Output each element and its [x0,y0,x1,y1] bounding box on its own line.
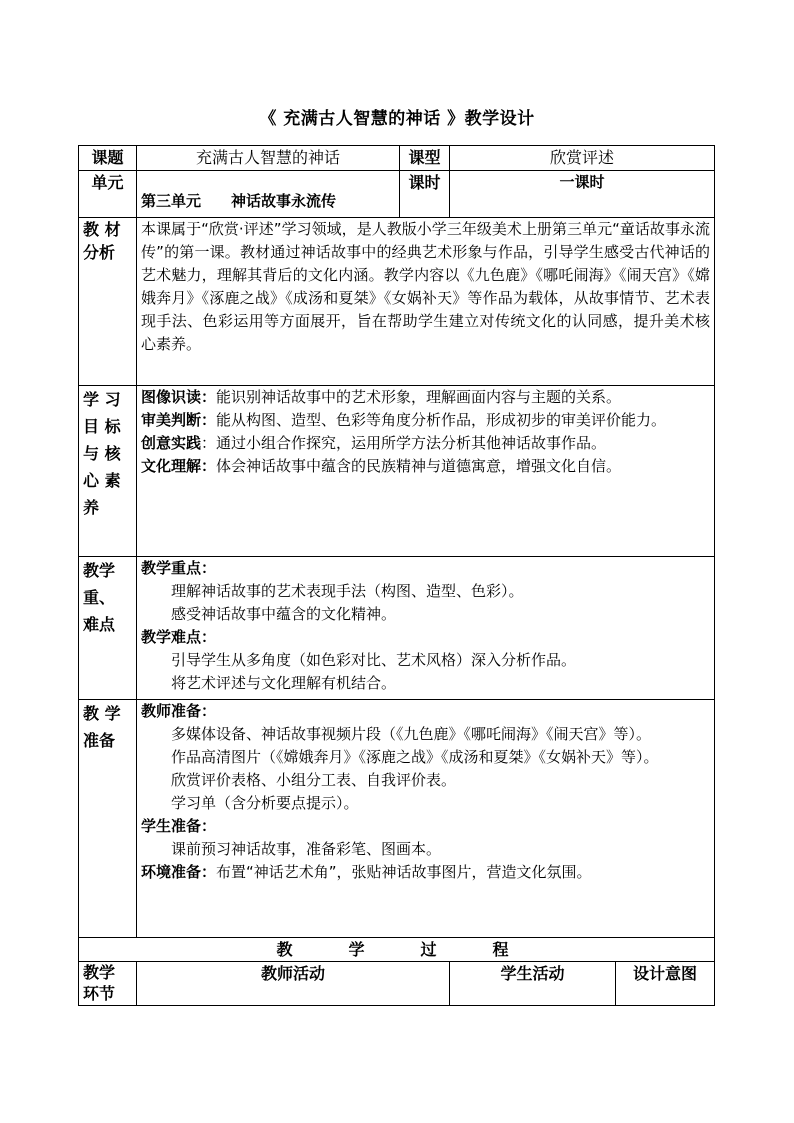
stage-column-header [79,962,137,1006]
goals-label-line: 学 习 [83,390,121,409]
goal-text: 能从构图、造型、色彩等角度分析作品，形成初步的审美评价能力。 [216,411,667,429]
goals-label-line: 与 核 [83,444,121,463]
teacher-prep-item: 学习单（含分析要点提示）。 [171,794,359,812]
goal-text: 能识别神话故事中的艺术形象，理解画面内容与主题的关系。 [216,388,622,406]
difficulty-head: 教学难点： [141,628,217,646]
keypoints-label-line: 重、 [83,588,116,607]
hours-label: 课时 [400,171,450,218]
student-prep-head: 学生准备： [141,817,217,835]
prep-row [79,700,715,938]
prep-label [79,700,137,938]
keypoints-content [137,557,715,700]
unit-value: 第三单元 神话故事永流传 [137,171,400,218]
unit-label: 单元 [79,171,137,218]
prep-label-line: 准备 [83,731,116,750]
analysis-label-line2: 分析 [83,243,116,262]
goal-head: 创意实践 [141,434,202,452]
analysis-label-line1: 教 材 [83,220,121,239]
environment-prep-text: 布置“神话艺术角”，张贴神话故事图片，营造文化氛围。 [216,863,592,881]
process-header-row [79,938,715,962]
goal-head: 审美判断： [141,411,217,429]
lesson-plan-table [78,145,715,1006]
process-columns-row [79,962,715,1006]
page-title: 《 充满古人智慧的神话 》教学设计 [259,109,535,129]
goals-row [79,386,715,557]
analysis-row [79,218,715,386]
key-head: 教学重点： [141,559,217,577]
goal-item [141,409,710,432]
stage-column-line2: 环节 [83,984,116,1003]
keypoints-label [79,557,137,700]
keypoints-row [79,557,715,700]
goal-item [141,432,710,455]
design-intent-header: 设计意图 [616,962,715,1006]
prep-content [137,700,715,938]
goals-label-line: 心 素 [83,471,121,490]
hours-value: 一课时 [450,171,715,218]
goal-text: 体会神话故事中蕴含的民族精神与道德寓意，增强文化自信。 [216,457,622,475]
topic-value: 充满古人智慧的神话 [137,146,400,171]
goal-head: 图像识读： [141,388,217,406]
goal-item [141,386,710,409]
topic-row [79,146,715,171]
type-label: 课型 [400,146,450,171]
keypoints-label-line: 教学 [83,561,116,580]
type-value: 欣赏评述 [450,146,715,171]
student-activity-header: 学生活动 [450,962,616,1006]
process-header: 教 学 过 程 [79,938,715,962]
student-prep-item: 课前预习神话故事，准备彩笔、图画本。 [171,840,442,858]
teacher-activity-header: 教师活动 [137,962,450,1006]
unit-row [79,171,715,218]
teacher-prep-item: 欣赏评价表格、小组分工表、自我评价表。 [171,771,457,789]
goal-text: ：通过小组合作探究，运用所学方法分析其他神话故事作品。 [201,434,607,452]
teacher-prep-head: 教师准备： [141,702,217,720]
teacher-prep-item: 作品高清图片（《嫦娥奔月》《涿鹿之战》《成汤和夏桀》《女娲补天》等）。 [171,748,659,766]
teacher-prep-item: 多媒体设备、神话故事视频片段（《九色鹿》《哪吒闹海》《闹天宫》等）。 [171,725,652,743]
analysis-label [79,218,137,386]
environment-prep-head: 环境准备： [141,863,217,881]
goal-item [141,455,710,478]
goals-label-line: 目 标 [83,417,121,436]
prep-label-line: 教 学 [83,704,121,723]
goal-head: 文化理解： [141,457,217,475]
difficulty-item: 将艺术评述与文化理解有机结合。 [171,674,397,692]
topic-label: 课题 [79,146,137,171]
environment-prep [141,861,710,884]
difficulty-item: 引导学生从多角度（如色彩对比、艺术风格）深入分析作品。 [171,651,577,669]
key-item: 感受神话故事中蕴含的文化精神。 [171,605,397,623]
goals-content [137,386,715,557]
stage-column-line1: 教学 [83,963,116,982]
keypoints-label-line: 难点 [83,615,116,634]
goals-label [79,386,137,557]
analysis-text: 本课属于“欣赏·评述”学习领域，是人教版小学三年级美术上册第三单元“童话故事永流传”的第一课。教材通过神话故事中的经典艺术形象与作品，引导学生感受古代神话的艺术魅力，理解其背后的文化内涵。教学内容以《九色鹿》《哪吒闹海》《闹天宫》《嫦娥奔月》《涿鹿之战》《成汤和夏桀》《女娲补天》等作品为载体，从故事情节、艺术表现手法、色彩运用等方面展开，旨在帮助学生建立对传统文化的认同感，提升美术核心素养。 [137,218,715,386]
key-item: 理解神话故事的艺术表现手法（构图、造型、色彩）。 [171,582,524,600]
goals-label-line: 养 [83,498,100,517]
